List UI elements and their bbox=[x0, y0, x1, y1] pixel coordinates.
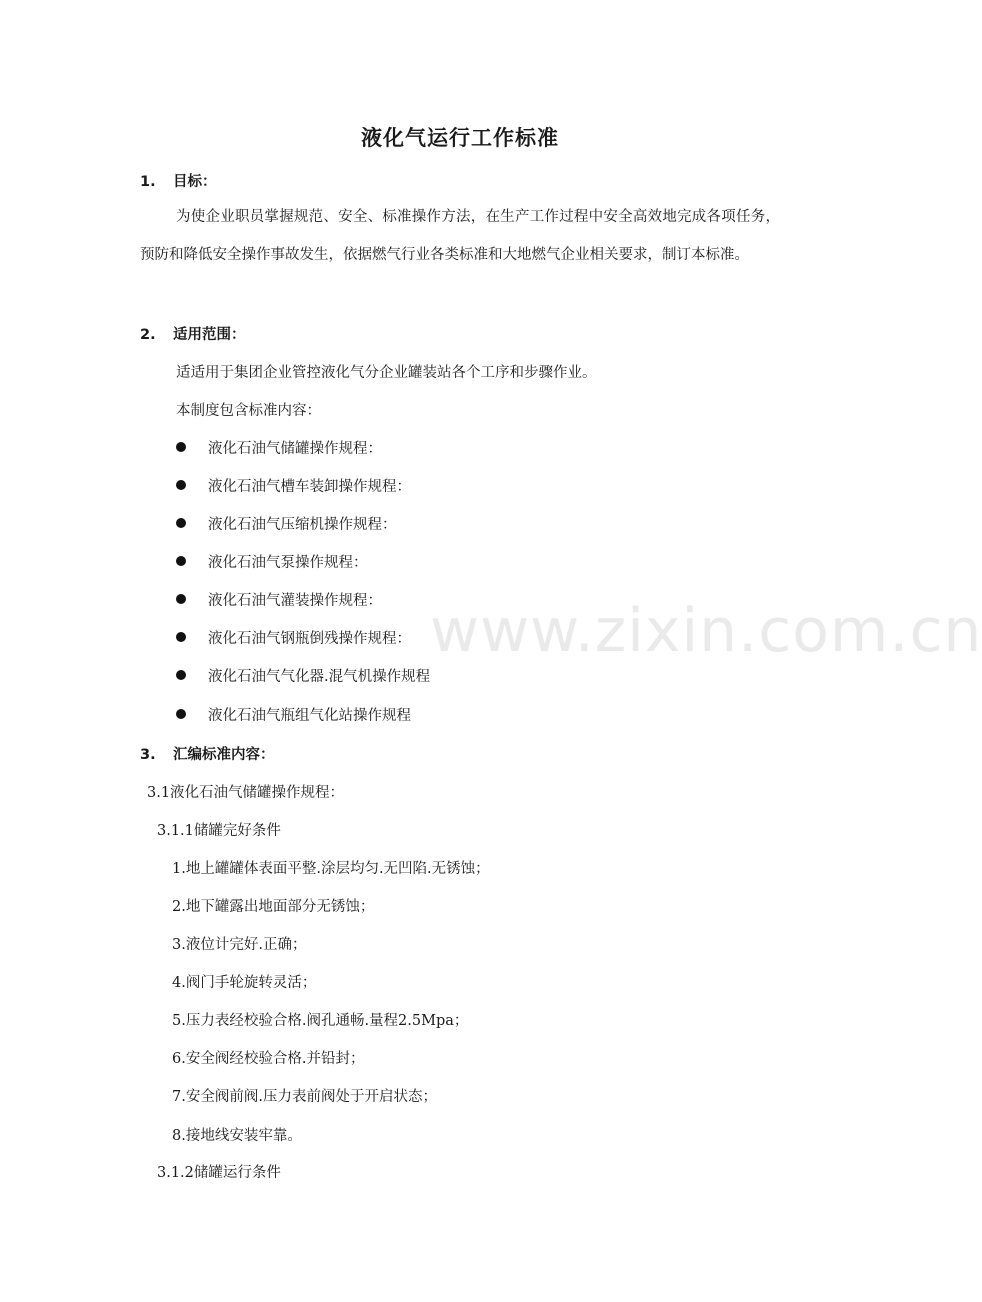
bullet-text: 液化石油气泵操作规程： bbox=[208, 555, 368, 571]
bullet-dot-icon bbox=[176, 709, 186, 719]
subsection-3-1: 3.1液化石油气储罐操作规程： bbox=[147, 785, 345, 801]
bullet-text: 液化石油气钢瓶倒残操作规程： bbox=[208, 631, 411, 647]
section-2-heading bbox=[140, 323, 246, 344]
subsection-3-1-2: 3.1.2储罐运行条件 bbox=[157, 1165, 281, 1181]
list-item: 7.安全阀前阀.压力表前阀处于开启状态； bbox=[172, 1089, 437, 1105]
bullet-text: 液化石油气气化器.混气机操作规程 bbox=[208, 669, 431, 685]
bullet-text: 液化石油气压缩机操作规程： bbox=[208, 517, 397, 533]
bullet-dot-icon bbox=[176, 556, 186, 566]
bullet-text: 液化石油气槽车装卸操作规程： bbox=[208, 479, 411, 495]
bullet-item bbox=[176, 475, 411, 496]
section-2-title: 适用范围： bbox=[173, 327, 246, 343]
section-1-paragraph: 为使企业职员掌握规范、安全、标准操作方法，在生产工作过程中安全高效地完成各项任务，预防和降低安全操作事故发生，依据燃气行业各类标准和大地燃气企业相关要求，制订本标准。 bbox=[140, 209, 780, 263]
bullet-item bbox=[176, 627, 411, 648]
bullet-item bbox=[176, 437, 382, 458]
section-1-number: 1. bbox=[140, 174, 156, 190]
bullet-text: 液化石油气储罐操作规程： bbox=[208, 441, 382, 457]
section-2-number: 2. bbox=[140, 327, 156, 343]
section-3-title: 汇编标准内容： bbox=[173, 747, 275, 763]
section-3-heading bbox=[140, 743, 275, 764]
bullet-dot-icon bbox=[176, 480, 186, 490]
bullet-text: 液化石油气瓶组气化站操作规程 bbox=[208, 708, 411, 724]
bullet-dot-icon bbox=[176, 632, 186, 642]
list-item: 5.压力表经校验合格.阀孔通畅.量程2.5Mpa； bbox=[172, 1013, 469, 1029]
bullet-item bbox=[176, 589, 382, 610]
list-item: 3.液位计完好.正确； bbox=[172, 937, 307, 953]
scope-text: 适适用于集团企业管控液化气分企业罐装站各个工序和步骤作业。 bbox=[176, 365, 597, 381]
watermark: www.zixin.com.cn bbox=[430, 596, 982, 666]
contents-intro: 本制度包含标准内容： bbox=[176, 403, 321, 419]
bullet-item bbox=[176, 704, 411, 725]
list-item: 1.地上罐罐体表面平整.涂层均匀.无凹陷.无锈蚀； bbox=[172, 861, 490, 877]
bullet-item bbox=[176, 551, 368, 572]
list-item: 2.地下罐露出地面部分无锈蚀； bbox=[172, 899, 375, 915]
bullet-dot-icon bbox=[176, 594, 186, 604]
list-item: 8.接地线安装牢靠。 bbox=[172, 1128, 302, 1144]
section-1-heading bbox=[140, 170, 217, 191]
list-item: 6.安全阀经校验合格.并铅封； bbox=[172, 1051, 365, 1067]
bullet-dot-icon bbox=[176, 670, 186, 680]
bullet-item bbox=[176, 513, 397, 534]
bullet-dot-icon bbox=[176, 518, 186, 528]
section-3-number: 3. bbox=[140, 747, 156, 763]
section-1-title: 目标： bbox=[173, 174, 217, 190]
document-title: 液化气运行工作标准 bbox=[361, 126, 559, 150]
bullet-dot-icon bbox=[176, 442, 186, 452]
list-item: 4.阀门手轮旋转灵活； bbox=[172, 975, 317, 991]
bullet-item bbox=[176, 665, 430, 686]
subsection-3-1-1: 3.1.1储罐完好条件 bbox=[157, 823, 281, 839]
bullet-text: 液化石油气灌装操作规程： bbox=[208, 593, 382, 609]
